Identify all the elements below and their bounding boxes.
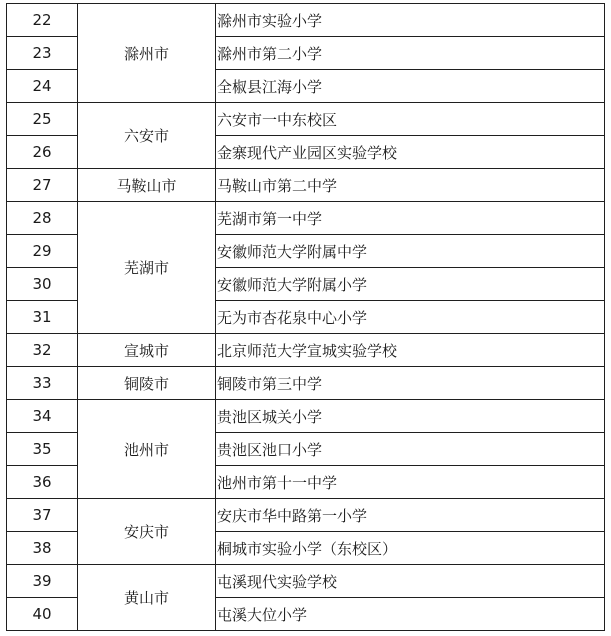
school-name-cell: 安徽师范大学附属中学 [216,235,605,268]
row-number-cell: 29 [7,235,78,268]
table-row [7,103,605,136]
city-cell: 六安市 [78,103,216,169]
school-name-cell: 滁州市第二小学 [216,37,605,70]
table-row [7,169,605,202]
school-name-cell: 桐城市实验小学（东校区） [216,532,605,565]
row-number-cell: 37 [7,499,78,532]
row-number-cell: 23 [7,37,78,70]
row-number-cell: 30 [7,268,78,301]
city-cell: 芜湖市 [78,202,216,334]
table-row [7,565,605,598]
row-number-cell: 40 [7,598,78,631]
city-cell: 铜陵市 [78,367,216,400]
school-name-cell: 贵池区池口小学 [216,433,605,466]
row-number-cell: 36 [7,466,78,499]
row-number-cell: 32 [7,334,78,367]
row-number-cell: 33 [7,367,78,400]
school-name-cell: 屯溪现代实验学校 [216,565,605,598]
table-row [7,202,605,235]
school-table [6,3,605,631]
city-cell: 马鞍山市 [78,169,216,202]
row-number-cell: 25 [7,103,78,136]
school-name-cell: 安徽师范大学附属小学 [216,268,605,301]
row-number-cell: 34 [7,400,78,433]
table-row [7,400,605,433]
city-cell: 安庆市 [78,499,216,565]
row-number-cell: 22 [7,4,78,37]
school-name-cell: 铜陵市第三中学 [216,367,605,400]
school-table-container [6,3,605,631]
table-row [7,4,605,37]
school-table-body [7,4,605,631]
school-name-cell: 无为市杏花泉中心小学 [216,301,605,334]
school-name-cell: 金寨现代产业园区实验学校 [216,136,605,169]
row-number-cell: 39 [7,565,78,598]
school-name-cell: 滁州市实验小学 [216,4,605,37]
school-name-cell: 马鞍山市第二中学 [216,169,605,202]
school-name-cell: 安庆市华中路第一小学 [216,499,605,532]
table-row [7,367,605,400]
row-number-cell: 38 [7,532,78,565]
school-name-cell: 贵池区城关小学 [216,400,605,433]
row-number-cell: 28 [7,202,78,235]
table-row [7,334,605,367]
row-number-cell: 24 [7,70,78,103]
school-name-cell: 六安市一中东校区 [216,103,605,136]
school-name-cell: 池州市第十一中学 [216,466,605,499]
row-number-cell: 27 [7,169,78,202]
row-number-cell: 26 [7,136,78,169]
table-row [7,499,605,532]
school-name-cell: 屯溪大位小学 [216,598,605,631]
row-number-cell: 35 [7,433,78,466]
school-name-cell: 芜湖市第一中学 [216,202,605,235]
city-cell: 黄山市 [78,565,216,631]
school-name-cell: 北京师范大学宣城实验学校 [216,334,605,367]
row-number-cell: 31 [7,301,78,334]
city-cell: 滁州市 [78,4,216,103]
city-cell: 池州市 [78,400,216,499]
school-name-cell: 全椒县江海小学 [216,70,605,103]
city-cell: 宣城市 [78,334,216,367]
